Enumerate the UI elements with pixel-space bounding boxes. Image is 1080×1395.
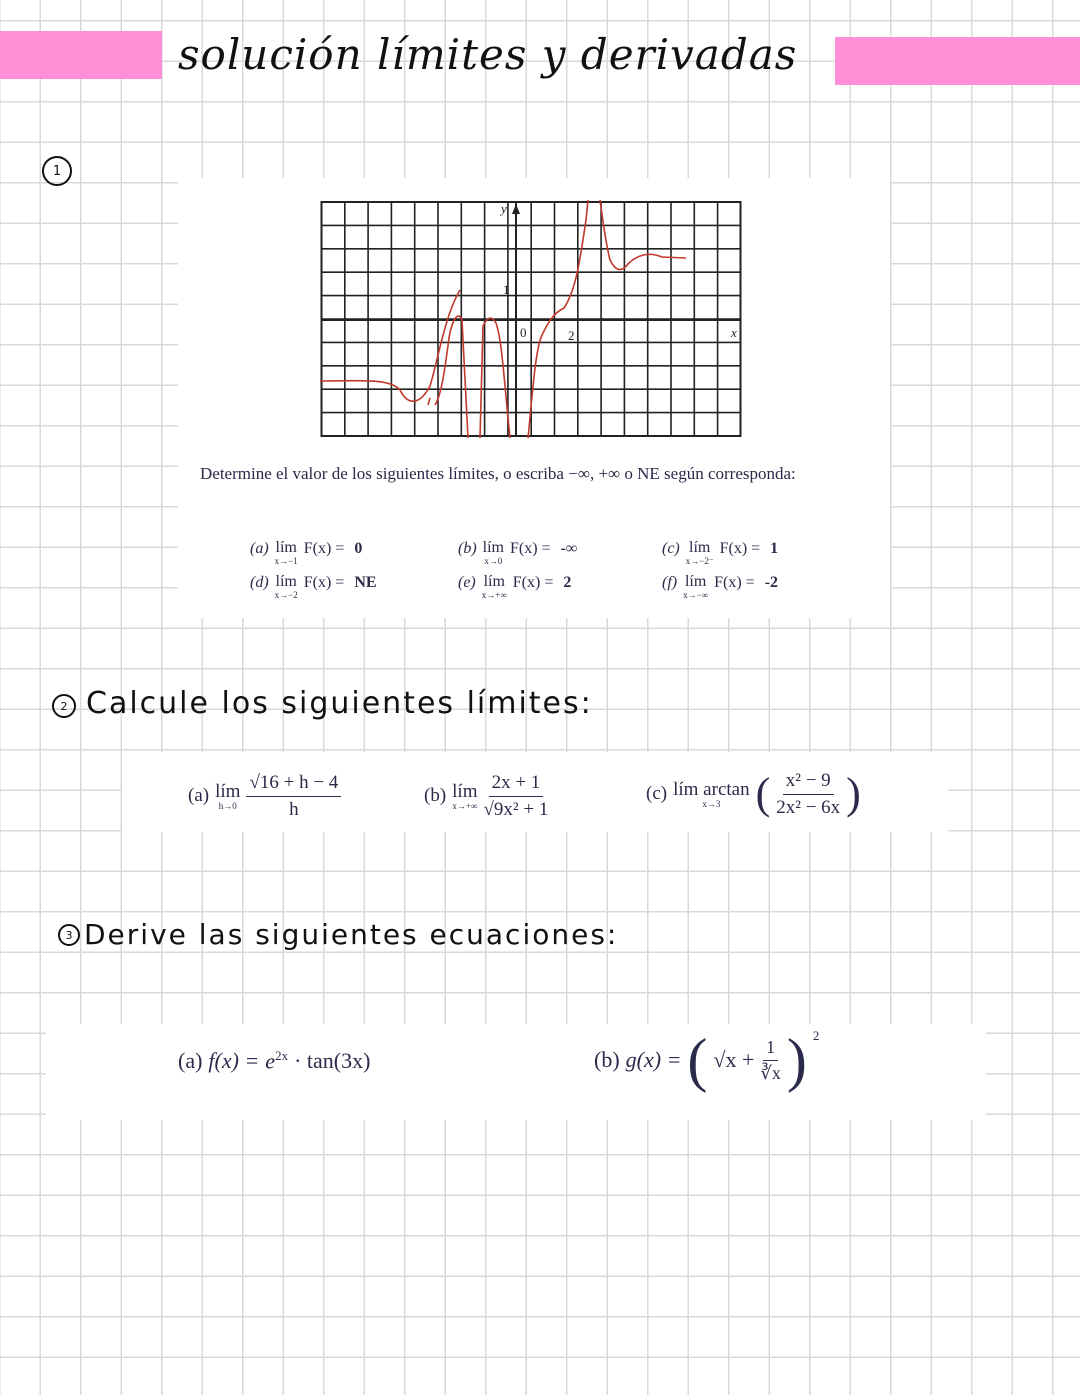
limit-item (250, 540, 362, 566)
limit-b (424, 772, 548, 821)
limit-item-sub: x→+∞ (481, 590, 507, 600)
limit-item-expr: F(x) = (510, 540, 551, 557)
limit-b-denominator: √9x² + 1 (483, 798, 549, 820)
limit-item-label: (a) (250, 540, 269, 557)
function-graph (320, 200, 742, 438)
derivative-a-base: e (265, 1048, 276, 1074)
derivative-b-denominator: ∛x (760, 1062, 781, 1083)
limit-item-lim: lím (275, 539, 297, 556)
x-axis-label: x (731, 325, 737, 340)
section3-heading: Derive las siguientes ecuaciones: (84, 918, 619, 951)
limit-item-expr: F(x) = (303, 540, 345, 557)
highlight-left (0, 31, 162, 79)
tick-label-two: 2 (568, 328, 575, 343)
limit-item-lim: lím (275, 573, 297, 590)
instruction-text: Determine el valor de los siguientes límites, o escriba −∞, +∞ o NE según corresponda: (200, 464, 796, 483)
limit-item (662, 540, 778, 566)
limit-item-answer: -∞ (560, 540, 578, 557)
limit-item-lim: lím (684, 573, 707, 590)
limit-a-sub: h→0 (218, 800, 237, 811)
limit-item (662, 574, 778, 600)
tick-label-one: 1 (503, 282, 510, 297)
derivative-a-lhs: f(x) = (208, 1048, 260, 1074)
derivative-a-rest: · tan(3x) (294, 1048, 371, 1074)
section-number-1: 1 (42, 156, 72, 186)
limit-item-sub: x→−2⁻ (685, 556, 714, 566)
limit-item-sub: x→0 (484, 556, 503, 566)
limit-item (458, 540, 577, 566)
limit-a-lim: lím (215, 780, 241, 802)
limit-item-label: (e) (458, 574, 476, 591)
right-paren-icon: ) (846, 769, 861, 819)
limit-c-lim: lím arctan (673, 778, 750, 800)
limit-c (646, 770, 861, 819)
limit-item-label: (b) (458, 540, 477, 557)
derivative-b-label: (b) (594, 1047, 620, 1072)
derivative-a-exponent: 2x (275, 1048, 289, 1063)
right-paren-icon: ) (786, 1027, 807, 1093)
section-number-2: 2 (52, 694, 76, 718)
limit-item-answer: 1 (770, 540, 779, 557)
limit-c-label: (c) (646, 783, 668, 805)
limit-b-numerator: 2x + 1 (489, 772, 544, 797)
limit-item-label: (d) (250, 574, 269, 591)
limit-item-answer: 2 (563, 574, 572, 591)
limit-b-sub: x→+∞ (452, 800, 478, 811)
limit-item-lim: lím (482, 539, 504, 556)
left-paren-icon: ( (755, 769, 771, 819)
limit-a-numerator: √16 + h − 4 (246, 772, 341, 797)
limit-item-answer: NE (354, 574, 377, 591)
limit-item-lim: lím (689, 539, 711, 556)
limit-b-label: (b) (424, 785, 447, 807)
limit-item-sub: x→−2 (274, 590, 298, 600)
limit-item-lim: lím (483, 573, 505, 590)
y-axis-label: y (501, 201, 507, 216)
limit-c-denominator: 2x² − 6x (776, 796, 841, 818)
derivative-b-numerator: 1 (763, 1037, 778, 1061)
y-axis-arrow-icon (512, 204, 520, 214)
limit-item-expr: F(x) = (719, 540, 761, 557)
limit-c-numerator: x² − 9 (783, 770, 834, 795)
limit-item-label: (f) (662, 574, 678, 591)
limit-a (188, 772, 341, 821)
left-paren-icon: ( (687, 1027, 708, 1093)
derivative-b-lhs: g(x) = (625, 1047, 682, 1072)
limit-item-sub: x→−∞ (683, 590, 709, 600)
derivative-a (178, 1048, 370, 1074)
section-number-3: 3 (58, 924, 80, 946)
limit-a-label: (a) (188, 785, 210, 807)
limit-item-expr: F(x) = (512, 574, 554, 591)
derivative-b (594, 1027, 820, 1093)
derivative-b-root: √x + (713, 1047, 755, 1072)
limit-item-sub: x→−1 (274, 556, 298, 566)
limit-item-label: (c) (662, 540, 680, 557)
limit-a-denominator: h (289, 798, 299, 820)
page-title: solución límites y derivadas (178, 30, 798, 79)
tick-label-zero: 0 (520, 325, 527, 340)
limit-c-sub: x→3 (702, 798, 721, 809)
limit-item-answer: 0 (354, 540, 363, 557)
limit-item (250, 574, 377, 600)
derivative-a-label: (a) (178, 1048, 203, 1074)
limit-b-lim: lím (452, 780, 478, 802)
limit-item-expr: F(x) = (714, 574, 755, 591)
derivative-b-power: 2 (812, 1028, 820, 1043)
limit-item-expr: F(x) = (303, 574, 345, 591)
limit-item-answer: -2 (764, 574, 779, 591)
highlight-right (835, 37, 1080, 85)
limit-item (458, 574, 571, 600)
section2-heading: Calcule los siguientes límites: (86, 686, 593, 721)
